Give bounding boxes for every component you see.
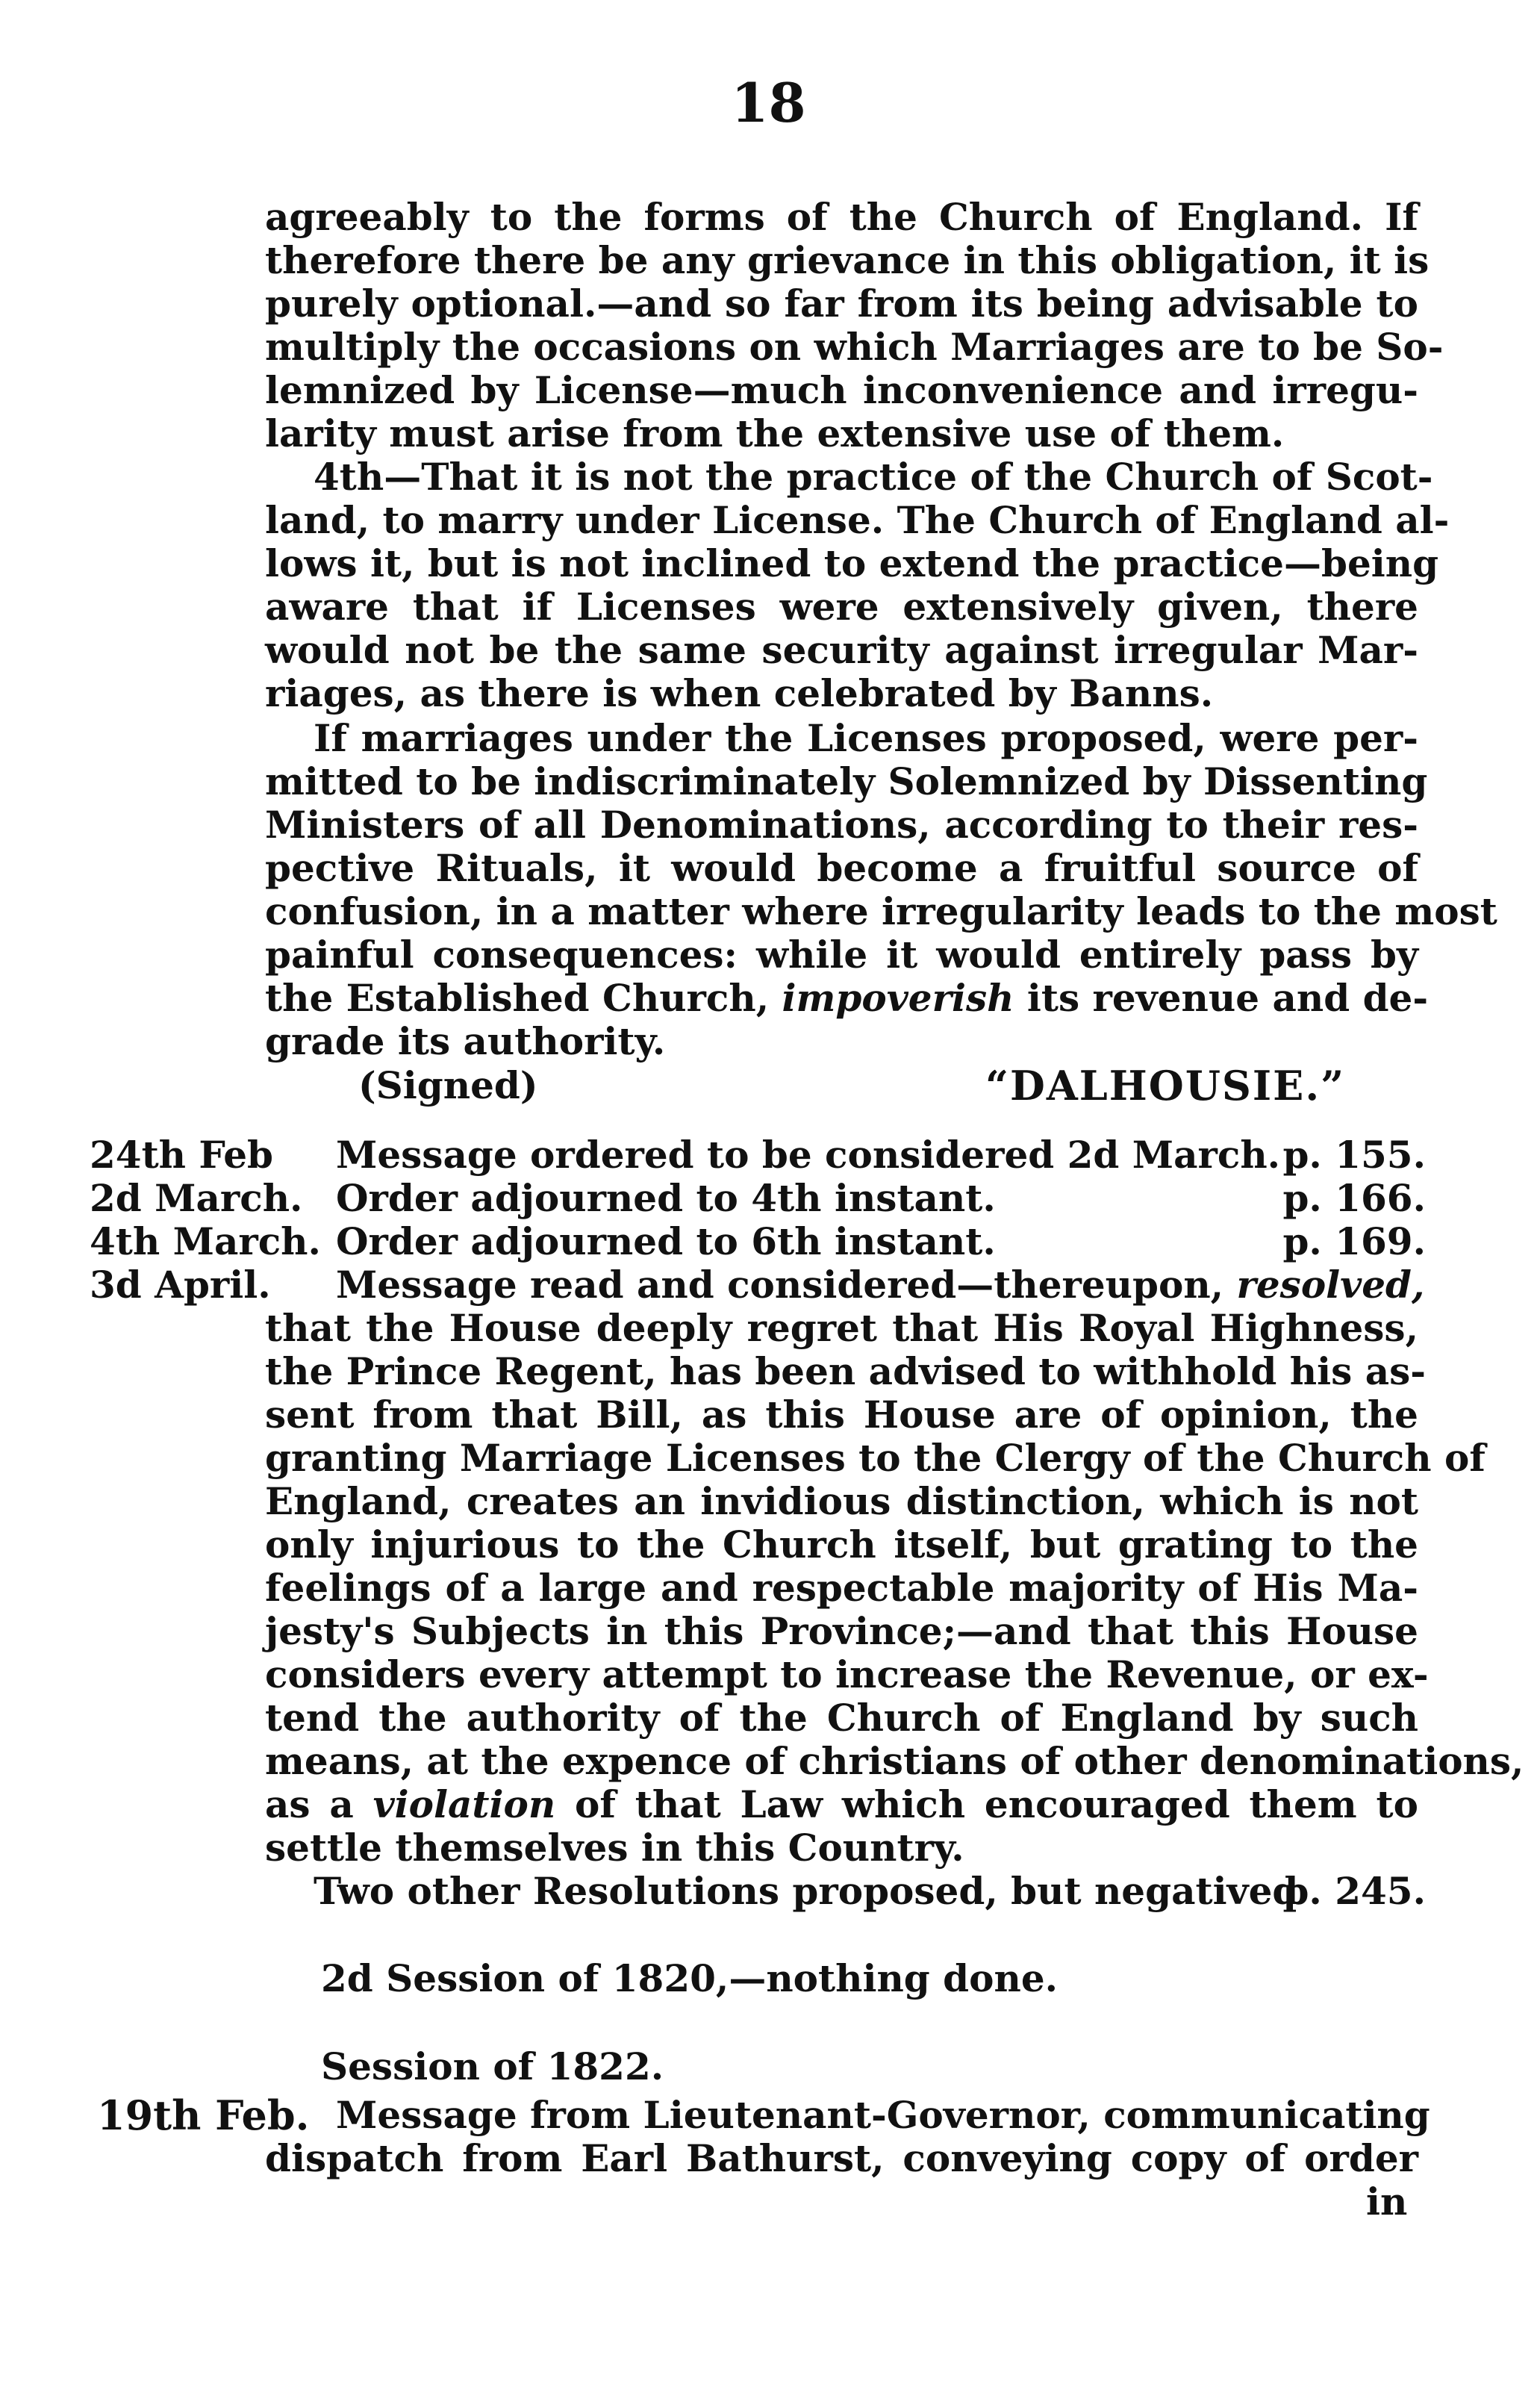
session-heading: 2d Session of 1820,—nothing done. <box>321 1956 1059 2000</box>
text-line: settle themselves in this Country. <box>265 1826 964 1870</box>
entry-text: Order adjourned to 4th instant. <box>336 1176 996 1220</box>
text-line: considers every attempt to increase the Revenue, or ex- <box>265 1652 1429 1696</box>
text-segment: as a <box>265 1782 354 1826</box>
text-line: 4th—That it is not the practice of the Church of Scot- <box>314 455 1433 499</box>
signature-name: “DALHOUSIE.” <box>985 1062 1346 1110</box>
entry-page: p. 166. <box>1282 1176 1426 1220</box>
text-line: pective Rituals, it would become a fruitful source of <box>265 846 1418 890</box>
text-line <box>336 1263 1425 1307</box>
text-line: Message from Lieutenant-Governor, communicating <box>336 2093 1430 2137</box>
text-line: agreeably to the forms of the Church of England. If <box>265 195 1418 239</box>
text-line: jesty's Subjects in this Province;—and that this House <box>265 1609 1418 1653</box>
text-line: feelings of a large and respectable majority of His Ma- <box>265 1566 1418 1610</box>
entry-date: 2d March. <box>90 1176 303 1220</box>
text-line: tend the authority of the Church of England by such <box>265 1696 1418 1740</box>
text-line: would not be the same security against irregular Mar- <box>265 628 1418 672</box>
catchword: in <box>1366 2180 1408 2224</box>
emphasis-text: resolved, <box>1236 1263 1425 1307</box>
entry-text: Message ordered to be considered 2d March. <box>336 1133 1281 1177</box>
text-line: Two other Resolutions proposed, but negatived <box>314 1869 1299 1913</box>
entry-date: 24th Feb <box>90 1133 273 1177</box>
text-line: means, at the expence of christians of other denominations, <box>265 1739 1524 1783</box>
session-heading: Session of 1822. <box>321 2044 664 2088</box>
text-line: the Prince Regent, has been advised to withhold his as- <box>265 1349 1427 1393</box>
text-line <box>265 976 1429 1020</box>
text-line <box>265 1783 1418 1826</box>
text-line: larity must arise from the extensive use of them. <box>265 411 1285 455</box>
text-line: that the House deeply regret that His Royal Highness, <box>265 1306 1418 1350</box>
text-line: painful consequences: while it would entirely pass by <box>265 933 1418 977</box>
text-line: Ministers of all Denominations, according to their res- <box>265 803 1418 847</box>
text-segment: its revenue and de- <box>1026 976 1429 1020</box>
text-line: lows it, but is not inclined to extend the practice—being <box>265 541 1439 585</box>
entry-page: p. 169. <box>1282 1219 1426 1263</box>
text-line: If marriages under the Licenses proposed, were per- <box>314 716 1418 760</box>
emphasis-text: impoverish <box>782 976 1014 1020</box>
entry-text: Order adjourned to 6th instant. <box>336 1219 996 1263</box>
text-line: granting Marriage Licenses to the Clergy of the Church of <box>265 1436 1485 1480</box>
emphasis-text: violation <box>372 1782 556 1826</box>
text-line: land, to marry under License. The Church of England al- <box>265 498 1450 542</box>
text-line: grade its authority. <box>265 1019 666 1063</box>
text-segment: Message read and considered—thereupon, <box>336 1263 1224 1307</box>
text-line: England, creates an invidious distinction, which is not <box>265 1479 1418 1523</box>
text-line: only injurious to the Church itself, but grating to the <box>265 1522 1418 1567</box>
text-segment: of that Law which encouraged them to <box>575 1782 1418 1826</box>
text-line: lemnized by License—much inconvenience and irregu- <box>265 368 1418 412</box>
text-line: aware that if Licenses were extensively given, there <box>265 585 1418 629</box>
text-line: sent from that Bill, as this House are of opinion, the <box>265 1393 1418 1437</box>
text-segment: the Established Church, <box>265 976 770 1020</box>
text-line: purely optional.—and so far from its being advisable to <box>265 281 1418 326</box>
entry-date: 4th March. <box>90 1219 321 1263</box>
entry-page: p. 155. <box>1282 1133 1426 1177</box>
text-line: confusion, in a matter where irregularity leads to the most <box>265 889 1497 933</box>
page-number: 18 <box>731 71 806 134</box>
text-line: mitted to be indiscriminately Solemnized by Dissenting <box>265 759 1428 803</box>
signed-label: (Signed) <box>358 1063 538 1107</box>
text-line: multiply the occasions on which Marriages are to be So- <box>265 325 1444 369</box>
text-line: dispatch from Earl Bathurst, conveying copy of order <box>265 2136 1418 2180</box>
entry-date: 3d April. <box>90 1263 271 1307</box>
entry-date: 19th Feb. <box>97 2091 310 2139</box>
text-line: therefore there be any grievance in this obligation, it is <box>265 238 1430 282</box>
entry-page: p. 245. <box>1282 1869 1426 1913</box>
text-line: riages, as there is when celebrated by Banns. <box>265 671 1214 715</box>
